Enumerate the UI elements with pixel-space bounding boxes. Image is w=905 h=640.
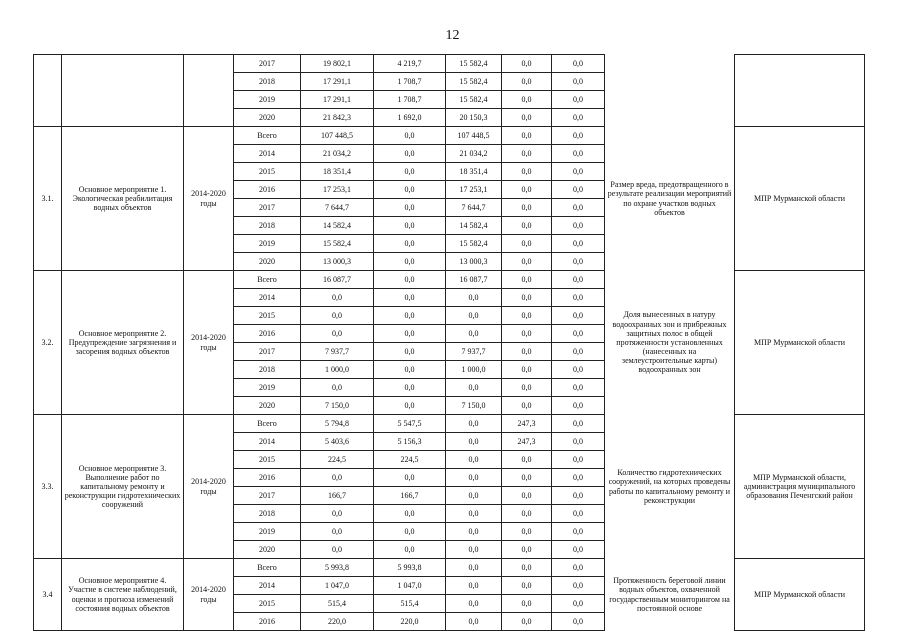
federal-cell: 0,0 (446, 577, 502, 595)
total-cell: 0,0 (301, 469, 374, 487)
total-cell: 7 644,7 (301, 199, 374, 217)
carry-name-cell (62, 55, 184, 127)
local-cell: 0,0 (502, 487, 552, 505)
regional-cell: 5 547,5 (374, 415, 446, 433)
year-cell: Всего (234, 415, 301, 433)
local-cell: 247,3 (502, 415, 552, 433)
federal-cell: 107 448,5 (446, 127, 502, 145)
other-cell: 0,0 (552, 181, 605, 199)
federal-cell: 1 000,0 (446, 361, 502, 379)
local-cell: 247,3 (502, 433, 552, 451)
total-cell: 17 253,1 (301, 181, 374, 199)
regional-cell: 0,0 (374, 217, 446, 235)
federal-cell: 15 582,4 (446, 73, 502, 91)
table-row (34, 415, 865, 433)
year-cell: 2018 (234, 217, 301, 235)
regional-cell: 0,0 (374, 307, 446, 325)
local-cell: 0,0 (502, 505, 552, 523)
total-cell: 166,7 (301, 487, 374, 505)
federal-cell: 0,0 (446, 559, 502, 577)
local-cell: 0,0 (502, 127, 552, 145)
section-number: 3.1. (34, 127, 62, 271)
federal-cell: 0,0 (446, 451, 502, 469)
local-cell: 0,0 (502, 343, 552, 361)
total-cell: 15 582,4 (301, 235, 374, 253)
table-row (34, 271, 865, 289)
other-cell: 0,0 (552, 127, 605, 145)
year-cell: 2016 (234, 613, 301, 631)
total-cell: 5 403,6 (301, 433, 374, 451)
regional-cell: 220,0 (374, 613, 446, 631)
local-cell: 0,0 (502, 451, 552, 469)
regional-cell: 1 692,0 (374, 109, 446, 127)
year-cell: 2016 (234, 469, 301, 487)
total-cell: 7 150,0 (301, 397, 374, 415)
section-number: 3.4 (34, 559, 62, 631)
table-row (34, 127, 865, 145)
local-cell: 0,0 (502, 541, 552, 559)
total-cell: 19 802,1 (301, 55, 374, 73)
regional-cell: 0,0 (374, 181, 446, 199)
year-cell: Всего (234, 271, 301, 289)
total-cell: 18 351,4 (301, 163, 374, 181)
total-cell: 1 000,0 (301, 361, 374, 379)
other-cell: 0,0 (552, 415, 605, 433)
section-number: 3.3. (34, 415, 62, 559)
year-cell: 2014 (234, 289, 301, 307)
section-name: Основное мероприятие 3. Выполнение работ по капитальному ремонту и реконструкции гидротехнических сооружений (62, 415, 184, 559)
year-cell: 2017 (234, 487, 301, 505)
other-cell: 0,0 (552, 433, 605, 451)
section-executor: МПР Мурманской области (735, 271, 865, 415)
regional-cell: 1 708,7 (374, 73, 446, 91)
local-cell: 0,0 (502, 361, 552, 379)
local-cell: 0,0 (502, 577, 552, 595)
total-cell: 14 582,4 (301, 217, 374, 235)
regional-cell: 5 156,3 (374, 433, 446, 451)
table-row (34, 559, 865, 577)
local-cell: 0,0 (502, 217, 552, 235)
program-table-body (34, 55, 865, 631)
section-indicator: Доля вынесенных в натуру водоохранных зон и прибрежных защитных полос в общей протяженности установленных (нанесенных на землеустроительные карты) водоохранных зон (605, 271, 735, 415)
federal-cell: 7 150,0 (446, 397, 502, 415)
other-cell: 0,0 (552, 379, 605, 397)
other-cell: 0,0 (552, 487, 605, 505)
year-cell: 2019 (234, 235, 301, 253)
other-cell: 0,0 (552, 577, 605, 595)
carry-num-cell (34, 55, 62, 127)
regional-cell: 0,0 (374, 163, 446, 181)
total-cell: 7 937,7 (301, 343, 374, 361)
total-cell: 220,0 (301, 613, 374, 631)
regional-cell: 515,4 (374, 595, 446, 613)
total-cell: 0,0 (301, 325, 374, 343)
federal-cell: 7 644,7 (446, 199, 502, 217)
regional-cell: 0,0 (374, 361, 446, 379)
local-cell: 0,0 (502, 145, 552, 163)
year-cell: 2020 (234, 253, 301, 271)
year-cell: 2017 (234, 343, 301, 361)
total-cell: 13 000,3 (301, 253, 374, 271)
other-cell: 0,0 (552, 145, 605, 163)
carry-indicator-cell (605, 55, 735, 127)
other-cell: 0,0 (552, 307, 605, 325)
regional-cell: 0,0 (374, 469, 446, 487)
year-cell: 2018 (234, 361, 301, 379)
regional-cell: 224,5 (374, 451, 446, 469)
total-cell: 17 291,1 (301, 73, 374, 91)
local-cell: 0,0 (502, 289, 552, 307)
year-cell: 2017 (234, 55, 301, 73)
section-name: Основное мероприятие 2. Предупреждение загрязнения и засорения водных объектов (62, 271, 184, 415)
year-cell: 2018 (234, 73, 301, 91)
other-cell: 0,0 (552, 397, 605, 415)
total-cell: 0,0 (301, 523, 374, 541)
regional-cell: 5 993,8 (374, 559, 446, 577)
total-cell: 224,5 (301, 451, 374, 469)
federal-cell: 15 582,4 (446, 55, 502, 73)
other-cell: 0,0 (552, 253, 605, 271)
other-cell: 0,0 (552, 91, 605, 109)
section-name: Основное мероприятие 4. Участие в системе наблюдений, оценки и прогноза изменений состояния водных объектов (62, 559, 184, 631)
other-cell: 0,0 (552, 271, 605, 289)
local-cell: 0,0 (502, 163, 552, 181)
federal-cell: 0,0 (446, 505, 502, 523)
local-cell: 0,0 (502, 307, 552, 325)
local-cell: 0,0 (502, 181, 552, 199)
year-cell: 2016 (234, 325, 301, 343)
federal-cell: 21 034,2 (446, 145, 502, 163)
federal-cell: 0,0 (446, 595, 502, 613)
year-cell: 2014 (234, 145, 301, 163)
other-cell: 0,0 (552, 523, 605, 541)
year-cell: 2018 (234, 505, 301, 523)
year-cell: 2015 (234, 163, 301, 181)
federal-cell: 0,0 (446, 541, 502, 559)
regional-cell: 0,0 (374, 199, 446, 217)
other-cell: 0,0 (552, 469, 605, 487)
local-cell: 0,0 (502, 235, 552, 253)
section-years: 2014-2020 годы (184, 127, 234, 271)
federal-cell: 14 582,4 (446, 217, 502, 235)
carry-executor-cell (735, 55, 865, 127)
section-years: 2014-2020 годы (184, 271, 234, 415)
total-cell: 0,0 (301, 289, 374, 307)
federal-cell: 0,0 (446, 487, 502, 505)
local-cell: 0,0 (502, 613, 552, 631)
section-executor: МПР Мурманской области, администрация муниципального образования Печенгский район (735, 415, 865, 559)
other-cell: 0,0 (552, 595, 605, 613)
regional-cell: 0,0 (374, 397, 446, 415)
local-cell: 0,0 (502, 55, 552, 73)
regional-cell: 0,0 (374, 145, 446, 163)
local-cell: 0,0 (502, 595, 552, 613)
year-cell: 2014 (234, 577, 301, 595)
section-indicator: Протяженность береговой линии водных объектов, охваченной государственным мониторингом на постоянной основе (605, 559, 735, 631)
federal-cell: 0,0 (446, 379, 502, 397)
year-cell: 2019 (234, 523, 301, 541)
regional-cell: 0,0 (374, 271, 446, 289)
total-cell: 0,0 (301, 307, 374, 325)
year-cell: 2020 (234, 541, 301, 559)
federal-cell: 18 351,4 (446, 163, 502, 181)
local-cell: 0,0 (502, 469, 552, 487)
federal-cell: 20 150,3 (446, 109, 502, 127)
section-number: 3.2. (34, 271, 62, 415)
local-cell: 0,0 (502, 379, 552, 397)
section-years: 2014-2020 годы (184, 559, 234, 631)
year-cell: Всего (234, 559, 301, 577)
other-cell: 0,0 (552, 505, 605, 523)
other-cell: 0,0 (552, 541, 605, 559)
section-executor: МПР Мурманской области (735, 559, 865, 631)
federal-cell: 16 087,7 (446, 271, 502, 289)
federal-cell: 0,0 (446, 325, 502, 343)
total-cell: 21 842,3 (301, 109, 374, 127)
total-cell: 0,0 (301, 541, 374, 559)
regional-cell: 0,0 (374, 343, 446, 361)
local-cell: 0,0 (502, 109, 552, 127)
other-cell: 0,0 (552, 163, 605, 181)
federal-cell: 13 000,3 (446, 253, 502, 271)
section-name: Основное мероприятие 1. Экологическая реабилитация водных объектов (62, 127, 184, 271)
year-cell: 2020 (234, 397, 301, 415)
year-cell: 2020 (234, 109, 301, 127)
year-cell: 2019 (234, 379, 301, 397)
federal-cell: 15 582,4 (446, 91, 502, 109)
local-cell: 0,0 (502, 253, 552, 271)
program-table (33, 54, 865, 631)
other-cell: 0,0 (552, 343, 605, 361)
federal-cell: 17 253,1 (446, 181, 502, 199)
other-cell: 0,0 (552, 73, 605, 91)
regional-cell: 0,0 (374, 127, 446, 145)
section-years: 2014-2020 годы (184, 415, 234, 559)
year-cell: 2015 (234, 595, 301, 613)
local-cell: 0,0 (502, 325, 552, 343)
federal-cell: 0,0 (446, 307, 502, 325)
regional-cell: 0,0 (374, 379, 446, 397)
year-cell: Всего (234, 127, 301, 145)
federal-cell: 0,0 (446, 289, 502, 307)
local-cell: 0,0 (502, 523, 552, 541)
federal-cell: 0,0 (446, 469, 502, 487)
section-indicator: Количество гидротехнических сооружений, на которых проведены работы по капитальному ремонту и реконструкции (605, 415, 735, 559)
total-cell: 5 794,8 (301, 415, 374, 433)
local-cell: 0,0 (502, 397, 552, 415)
section-indicator: Размер вреда, предотвращенного в результате реализации мероприятий по охране участков водных объектов (605, 127, 735, 271)
regional-cell: 166,7 (374, 487, 446, 505)
federal-cell: 0,0 (446, 613, 502, 631)
local-cell: 0,0 (502, 199, 552, 217)
regional-cell: 0,0 (374, 523, 446, 541)
year-cell: 2016 (234, 181, 301, 199)
regional-cell: 0,0 (374, 289, 446, 307)
year-cell: 2014 (234, 433, 301, 451)
regional-cell: 4 219,7 (374, 55, 446, 73)
regional-cell: 0,0 (374, 235, 446, 253)
local-cell: 0,0 (502, 271, 552, 289)
table-row (34, 55, 865, 73)
page-number: 12 (445, 28, 460, 43)
total-cell: 21 034,2 (301, 145, 374, 163)
carry-years-cell (184, 55, 234, 127)
total-cell: 515,4 (301, 595, 374, 613)
total-cell: 16 087,7 (301, 271, 374, 289)
total-cell: 107 448,5 (301, 127, 374, 145)
other-cell: 0,0 (552, 55, 605, 73)
total-cell: 17 291,1 (301, 91, 374, 109)
regional-cell: 0,0 (374, 253, 446, 271)
regional-cell: 0,0 (374, 325, 446, 343)
federal-cell: 0,0 (446, 415, 502, 433)
other-cell: 0,0 (552, 559, 605, 577)
other-cell: 0,0 (552, 361, 605, 379)
regional-cell: 1 047,0 (374, 577, 446, 595)
total-cell: 1 047,0 (301, 577, 374, 595)
federal-cell: 0,0 (446, 523, 502, 541)
regional-cell: 1 708,7 (374, 91, 446, 109)
year-cell: 2017 (234, 199, 301, 217)
year-cell: 2015 (234, 451, 301, 469)
year-cell: 2019 (234, 91, 301, 109)
regional-cell: 0,0 (374, 541, 446, 559)
section-executor: МПР Мурманской области (735, 127, 865, 271)
local-cell: 0,0 (502, 91, 552, 109)
total-cell: 5 993,8 (301, 559, 374, 577)
local-cell: 0,0 (502, 559, 552, 577)
other-cell: 0,0 (552, 217, 605, 235)
federal-cell: 7 937,7 (446, 343, 502, 361)
other-cell: 0,0 (552, 289, 605, 307)
regional-cell: 0,0 (374, 505, 446, 523)
other-cell: 0,0 (552, 613, 605, 631)
year-cell: 2015 (234, 307, 301, 325)
local-cell: 0,0 (502, 73, 552, 91)
federal-cell: 15 582,4 (446, 235, 502, 253)
other-cell: 0,0 (552, 451, 605, 469)
other-cell: 0,0 (552, 199, 605, 217)
total-cell: 0,0 (301, 505, 374, 523)
federal-cell: 0,0 (446, 433, 502, 451)
other-cell: 0,0 (552, 109, 605, 127)
other-cell: 0,0 (552, 235, 605, 253)
total-cell: 0,0 (301, 379, 374, 397)
other-cell: 0,0 (552, 325, 605, 343)
